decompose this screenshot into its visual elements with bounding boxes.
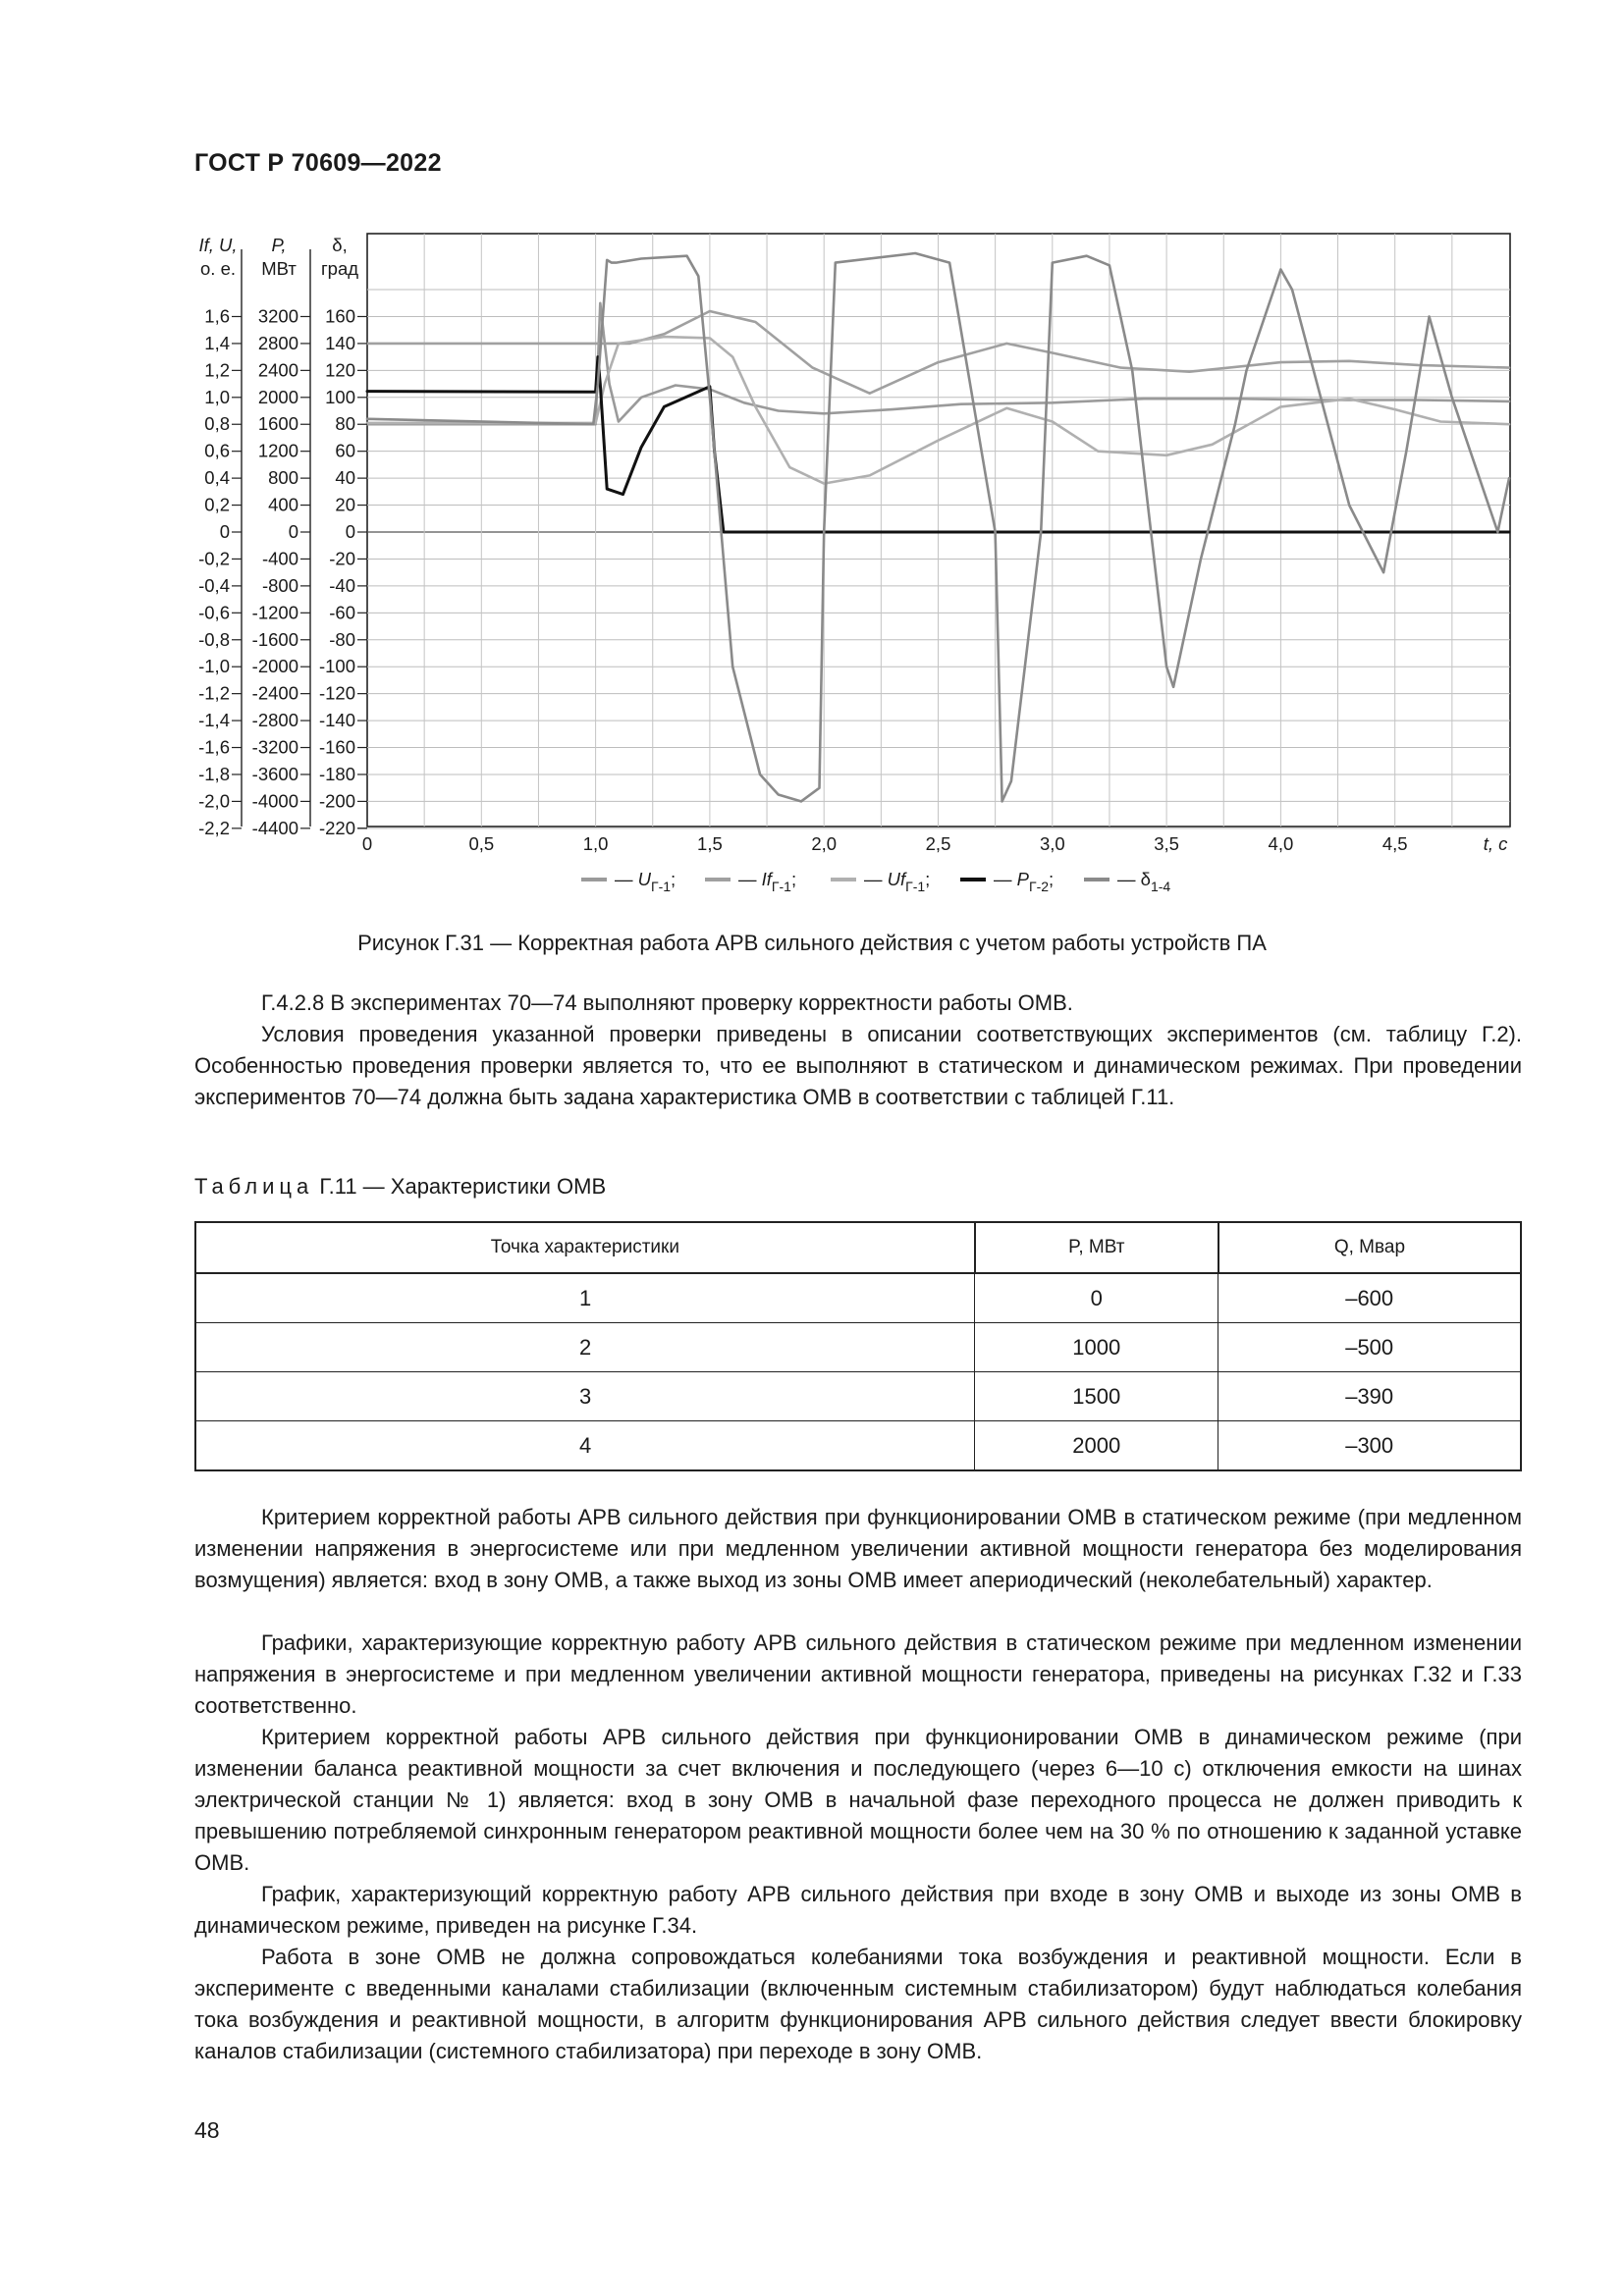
x-tick-label: 0 (361, 833, 373, 854)
tick-label-pu: -1,6 (198, 736, 230, 758)
tick-label-deg: -220 (318, 817, 355, 838)
tick-label-mw: -4000 (251, 790, 298, 812)
tick-label-mw: 3200 (257, 305, 298, 327)
tick-label-mw: 2400 (257, 359, 298, 381)
tick-label-deg: 40 (335, 467, 355, 489)
legend-entry-uf: — $Uf_{Г-1}$; (864, 869, 931, 894)
table-header-q: Q, Мвар (1218, 1222, 1521, 1273)
tick-label-pu: -1,4 (198, 710, 230, 731)
tick-label-mw: 1600 (257, 413, 298, 435)
tick-label-pu: -1,8 (198, 763, 230, 784)
x-tick-label: 1,5 (697, 833, 723, 854)
table-header-row (195, 1222, 1521, 1273)
omv-characteristics-table (194, 1221, 1522, 1471)
tick-label-pu: 1,4 (204, 332, 230, 353)
table-cell: 0 (975, 1273, 1218, 1323)
paragraph-static-criterion: Критерием корректной работы АРВ сильного действия при функционировании ОМВ в статическом режиме (при медленном изменении напряжения в энергосистеме или при медленном увеличении активной мощности генератора без моделирования возмущения) является: вход в зону ОМВ, а также выход из зоны ОМВ имеет апериодический (неколебательный) характер. (194, 1505, 1522, 1592)
table-row (195, 1372, 1521, 1421)
paragraph-conditions: Условия проведения указанной проверки приведены в описании соответствующих экспериментов (см. таблицу Г.2). Особенностью проведения проверки является то, что ее выполняют в статическом и динамическом режимах. При проведении экспериментов 70—74 должна быть задана характеристика ОМВ в соответствии с таблицей Г.11. (194, 1022, 1522, 1109)
axis-header-mw-2: МВт (261, 258, 297, 279)
tick-label-deg: -40 (329, 574, 355, 596)
tick-label-deg: 20 (335, 494, 355, 515)
tick-label-pu: -1,2 (198, 682, 230, 704)
tick-label-pu: -0,6 (198, 602, 230, 623)
tick-label-mw: -800 (261, 574, 298, 596)
paragraph-dynamic-criterion: Критерием корректной работы АРВ сильного действия при функционировании ОМВ в динамическом режиме (при изменении баланса реактивной мощности за счет включения и последующего (через 6—10 с) отключения емкости на шинах электрической станции № 1) является: вход в зону ОМВ в начальной фазе переходного процесса не должен приводить к превышению потребляемой синхронным генератором реактивной мощности более чем на 30 % по отношению к заданной уставке ОМВ. (194, 1725, 1522, 1875)
table-header-p: P, МВт (975, 1222, 1218, 1273)
tick-label-pu: -2,0 (198, 790, 230, 812)
table-cell: 2000 (975, 1421, 1218, 1471)
x-tick-label: 2,0 (811, 833, 838, 854)
tick-label-deg: -160 (318, 736, 355, 758)
tick-label-deg: -100 (318, 656, 355, 677)
tick-label-pu: -1,0 (198, 656, 230, 677)
tick-label-mw: 800 (268, 467, 298, 489)
tick-label-deg: -120 (318, 682, 355, 704)
tick-label-pu: 0,8 (204, 413, 230, 435)
tick-label-deg: 60 (335, 440, 355, 461)
table-cell: 1 (195, 1273, 975, 1323)
legend-entry-if: — $If_{Г-1}$; (738, 869, 797, 894)
axis-header-mw-1: P, (271, 235, 287, 255)
x-tick-label: 4,0 (1268, 833, 1294, 854)
tick-label-pu: 1,2 (204, 359, 230, 381)
table-cell: –600 (1218, 1273, 1521, 1323)
tick-label-deg: 140 (325, 332, 355, 353)
tick-label-deg: 0 (345, 521, 355, 542)
x-tick-label: 0,5 (468, 833, 495, 854)
tick-label-pu: -0,2 (198, 548, 230, 569)
tick-label-mw: 400 (268, 494, 298, 515)
table-caption (194, 1174, 606, 1200)
table-cell: –300 (1218, 1421, 1521, 1471)
tick-label-mw: -2000 (251, 656, 298, 677)
x-tick-label: 1,0 (582, 833, 609, 854)
legend-entry-u: — $U_{Г-1}$; (615, 869, 677, 894)
tick-label-deg: 80 (335, 413, 355, 435)
tick-label-deg: -140 (318, 710, 355, 731)
tick-label-mw: 2800 (257, 332, 298, 353)
legend-entry-p: — $P_{Г-2}$; (994, 869, 1055, 894)
x-tick-label: 2,5 (925, 833, 951, 854)
tick-label-pu: 0,6 (204, 440, 230, 461)
tick-label-deg: 160 (325, 305, 355, 327)
tick-label-mw: -1200 (251, 602, 298, 623)
x-axis-label: t, с (1483, 833, 1508, 854)
tick-label-pu: 1,6 (204, 305, 230, 327)
paragraph-omv-oscillations: Работа в зоне ОМВ не должна сопровождаться колебаниями тока возбуждения и реактивной мощности. Если в эксперименте с введенными каналами стабилизации (включенным системным стабилизатором) будут наблюдаться колебания тока возбуждения и реактивной мощности, в алгоритм функционирования АРВ сильного действия следует ввести блокировку каналов стабилизации (системного стабилизатора) при переходе в зону ОМВ. (194, 1945, 1522, 2063)
tick-label-mw: -3600 (251, 763, 298, 784)
table-row (195, 1421, 1521, 1471)
table-cell: –500 (1218, 1323, 1521, 1372)
axis-header-deg-1: δ, (332, 235, 348, 255)
tick-label-pu: -0,4 (198, 574, 230, 596)
tick-label-deg: -20 (329, 548, 355, 569)
table-cell: 1500 (975, 1372, 1218, 1421)
tick-label-deg: -180 (318, 763, 355, 784)
tick-label-mw: 1200 (257, 440, 298, 461)
tick-label-deg: -200 (318, 790, 355, 812)
chart-axes (198, 235, 1508, 854)
document-header: ГОСТ Р 70609—2022 (194, 149, 442, 177)
paragraph-g428: Г.4.2.8 В экспериментах 70—74 выполняют проверку корректности работы ОМВ. (261, 990, 1073, 1015)
tick-label-deg: 120 (325, 359, 355, 381)
x-tick-label: 4,5 (1381, 833, 1408, 854)
axis-header-pu-1: If, U, (198, 235, 238, 255)
legend-entry-delta: — $\delta_{1-4}$ (1117, 869, 1171, 894)
tick-label-pu: 1,0 (204, 386, 230, 407)
table-cell: 2 (195, 1323, 975, 1372)
tick-label-mw: -4400 (251, 817, 298, 838)
tick-label-pu: 0,4 (204, 467, 230, 489)
table-header-point: Точка характеристики (195, 1222, 975, 1273)
tick-label-pu: -2,2 (198, 817, 230, 838)
chart-legend (581, 869, 1170, 894)
x-tick-label: 3,0 (1039, 833, 1065, 854)
table-row (195, 1323, 1521, 1372)
table-caption-prefix: Таблица (194, 1174, 314, 1199)
tick-label-pu: 0 (219, 521, 230, 542)
axis-header-deg-2: град (320, 258, 359, 279)
tick-label-mw: 0 (288, 521, 298, 542)
table-cell: –390 (1218, 1372, 1521, 1421)
tick-label-mw: -3200 (251, 736, 298, 758)
axis-header-pu-2: о. е. (200, 258, 236, 279)
paragraph-dynamic-graph: График, характеризующий корректную работу АРВ сильного действия при входе в зону ОМВ и выходе из зоны ОМВ в динамическом режиме, приведен на рисунке Г.34. (194, 1882, 1522, 1938)
table-cell: 4 (195, 1421, 975, 1471)
table-cell: 3 (195, 1372, 975, 1421)
table-caption-title: Г.11 — Характеристики ОМВ (313, 1174, 607, 1199)
table-cell: 1000 (975, 1323, 1218, 1372)
tick-label-pu: -0,8 (198, 628, 230, 650)
paragraph-static-graphs: Графики, характеризующие корректную работу АРВ сильного действия в статическом режиме при медленном изменении напряжения в энергосистеме и при медленном увеличении активной мощности генератора, приведены на рисунках Г.32 и Г.33 соответственно. (194, 1630, 1522, 1718)
tick-label-pu: 0,2 (204, 494, 230, 515)
tick-label-mw: -2400 (251, 682, 298, 704)
tick-label-mw: 2000 (257, 386, 298, 407)
tick-label-mw: -2800 (251, 710, 298, 731)
x-tick-label: 3,5 (1154, 833, 1179, 854)
page-number: 48 (194, 2117, 220, 2143)
chart-figure (157, 216, 1532, 923)
tick-label-deg: 100 (325, 386, 355, 407)
tick-label-deg: -60 (329, 602, 355, 623)
table-row (195, 1273, 1521, 1323)
tick-label-mw: -400 (261, 548, 298, 569)
tick-label-deg: -80 (329, 628, 355, 650)
figure-caption: Рисунок Г.31 — Корректная работа АРВ сильного действия с учетом работы устройств ПА (357, 931, 1267, 955)
tick-label-mw: -1600 (251, 628, 298, 650)
